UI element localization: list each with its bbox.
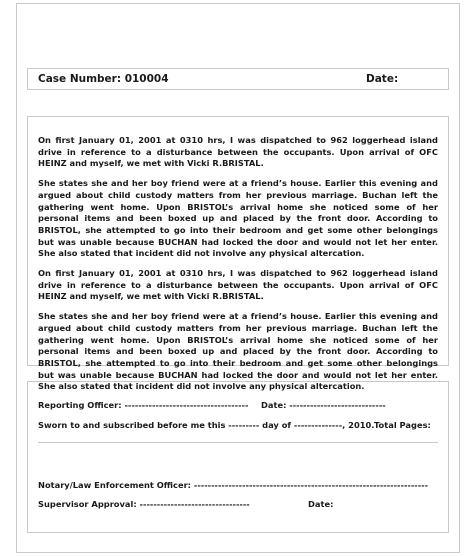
reporting-date-field: Date: ---------------------------- bbox=[261, 400, 386, 410]
reporting-officer-row bbox=[38, 400, 443, 414]
header-date-label: Date: bbox=[366, 73, 399, 85]
narrative-paragraph: She states she and her boy friend were at a friend’s house. Earlier this evening and argued about child custody matters from her previous marriage. Buchan left the gathering went home. Upon BRISTOL’s arrival home she noticed some of her personal items and been boxed up and placed by the front door. According to BRISTOL, she attempted to go into their bedroom and get some other belongings but was unable because BUCHAN had locked the door and would not let her enter. She also stated that incident did not involve any physical altercation. bbox=[38, 178, 438, 259]
report-form-page bbox=[16, 3, 460, 553]
case-header bbox=[27, 68, 449, 90]
notary-row bbox=[38, 480, 443, 494]
supervisor-row bbox=[38, 499, 443, 513]
narrative-text bbox=[38, 135, 438, 401]
signature-section bbox=[27, 381, 449, 533]
sworn-row bbox=[38, 420, 443, 434]
supervisor-approval-field: Supervisor Approval: -------------------------------- bbox=[38, 499, 250, 509]
narrative-box bbox=[27, 116, 449, 392]
reporting-officer-field: Reporting Officer: ------------------------------------ bbox=[38, 400, 249, 410]
narrative-paragraph: On first January 01, 2001 at 0310 hrs, I was dispatched to 962 loggerhead island drive in reference to a disturbance between the occupants. Upon arrival of OFC HEINZ and myself, we met with Vicki R.BRISTAL. bbox=[38, 268, 438, 302]
case-number: Case Number: 010004 bbox=[38, 73, 169, 85]
total-pages-label: Total Pages: bbox=[374, 420, 431, 430]
sworn-statement: Sworn to and subscribed before me this --------- day of --------------, 2010. bbox=[38, 420, 375, 430]
notary-field: Notary/Law Enforcement Officer: -------------------------------------------------------------------- bbox=[38, 480, 429, 490]
divider-line bbox=[38, 442, 438, 443]
narrative-paragraph: On first January 01, 2001 at 0310 hrs, I was dispatched to 962 loggerhead island drive in reference to a disturbance between the occupants. Upon arrival of OFC HEINZ and myself, we met with Vicki R.BRISTAL. bbox=[38, 135, 438, 169]
supervisor-date-label: Date: bbox=[308, 499, 334, 509]
narrative-paragraph: She states she and her boy friend were at a friend’s house. Earlier this evening and argued about child custody matters from her previous marriage. Buchan left the gathering went home. Upon BRISTOL’s arrival home she noticed some of her personal items and been boxed up and placed by the front door. According to BRISTOL, she attempted to go into their bedroom and get some other belongings but was unable because BUCHAN had locked the door and would not let her enter. She also stated that incident did not involve any physical altercation. bbox=[38, 311, 438, 392]
